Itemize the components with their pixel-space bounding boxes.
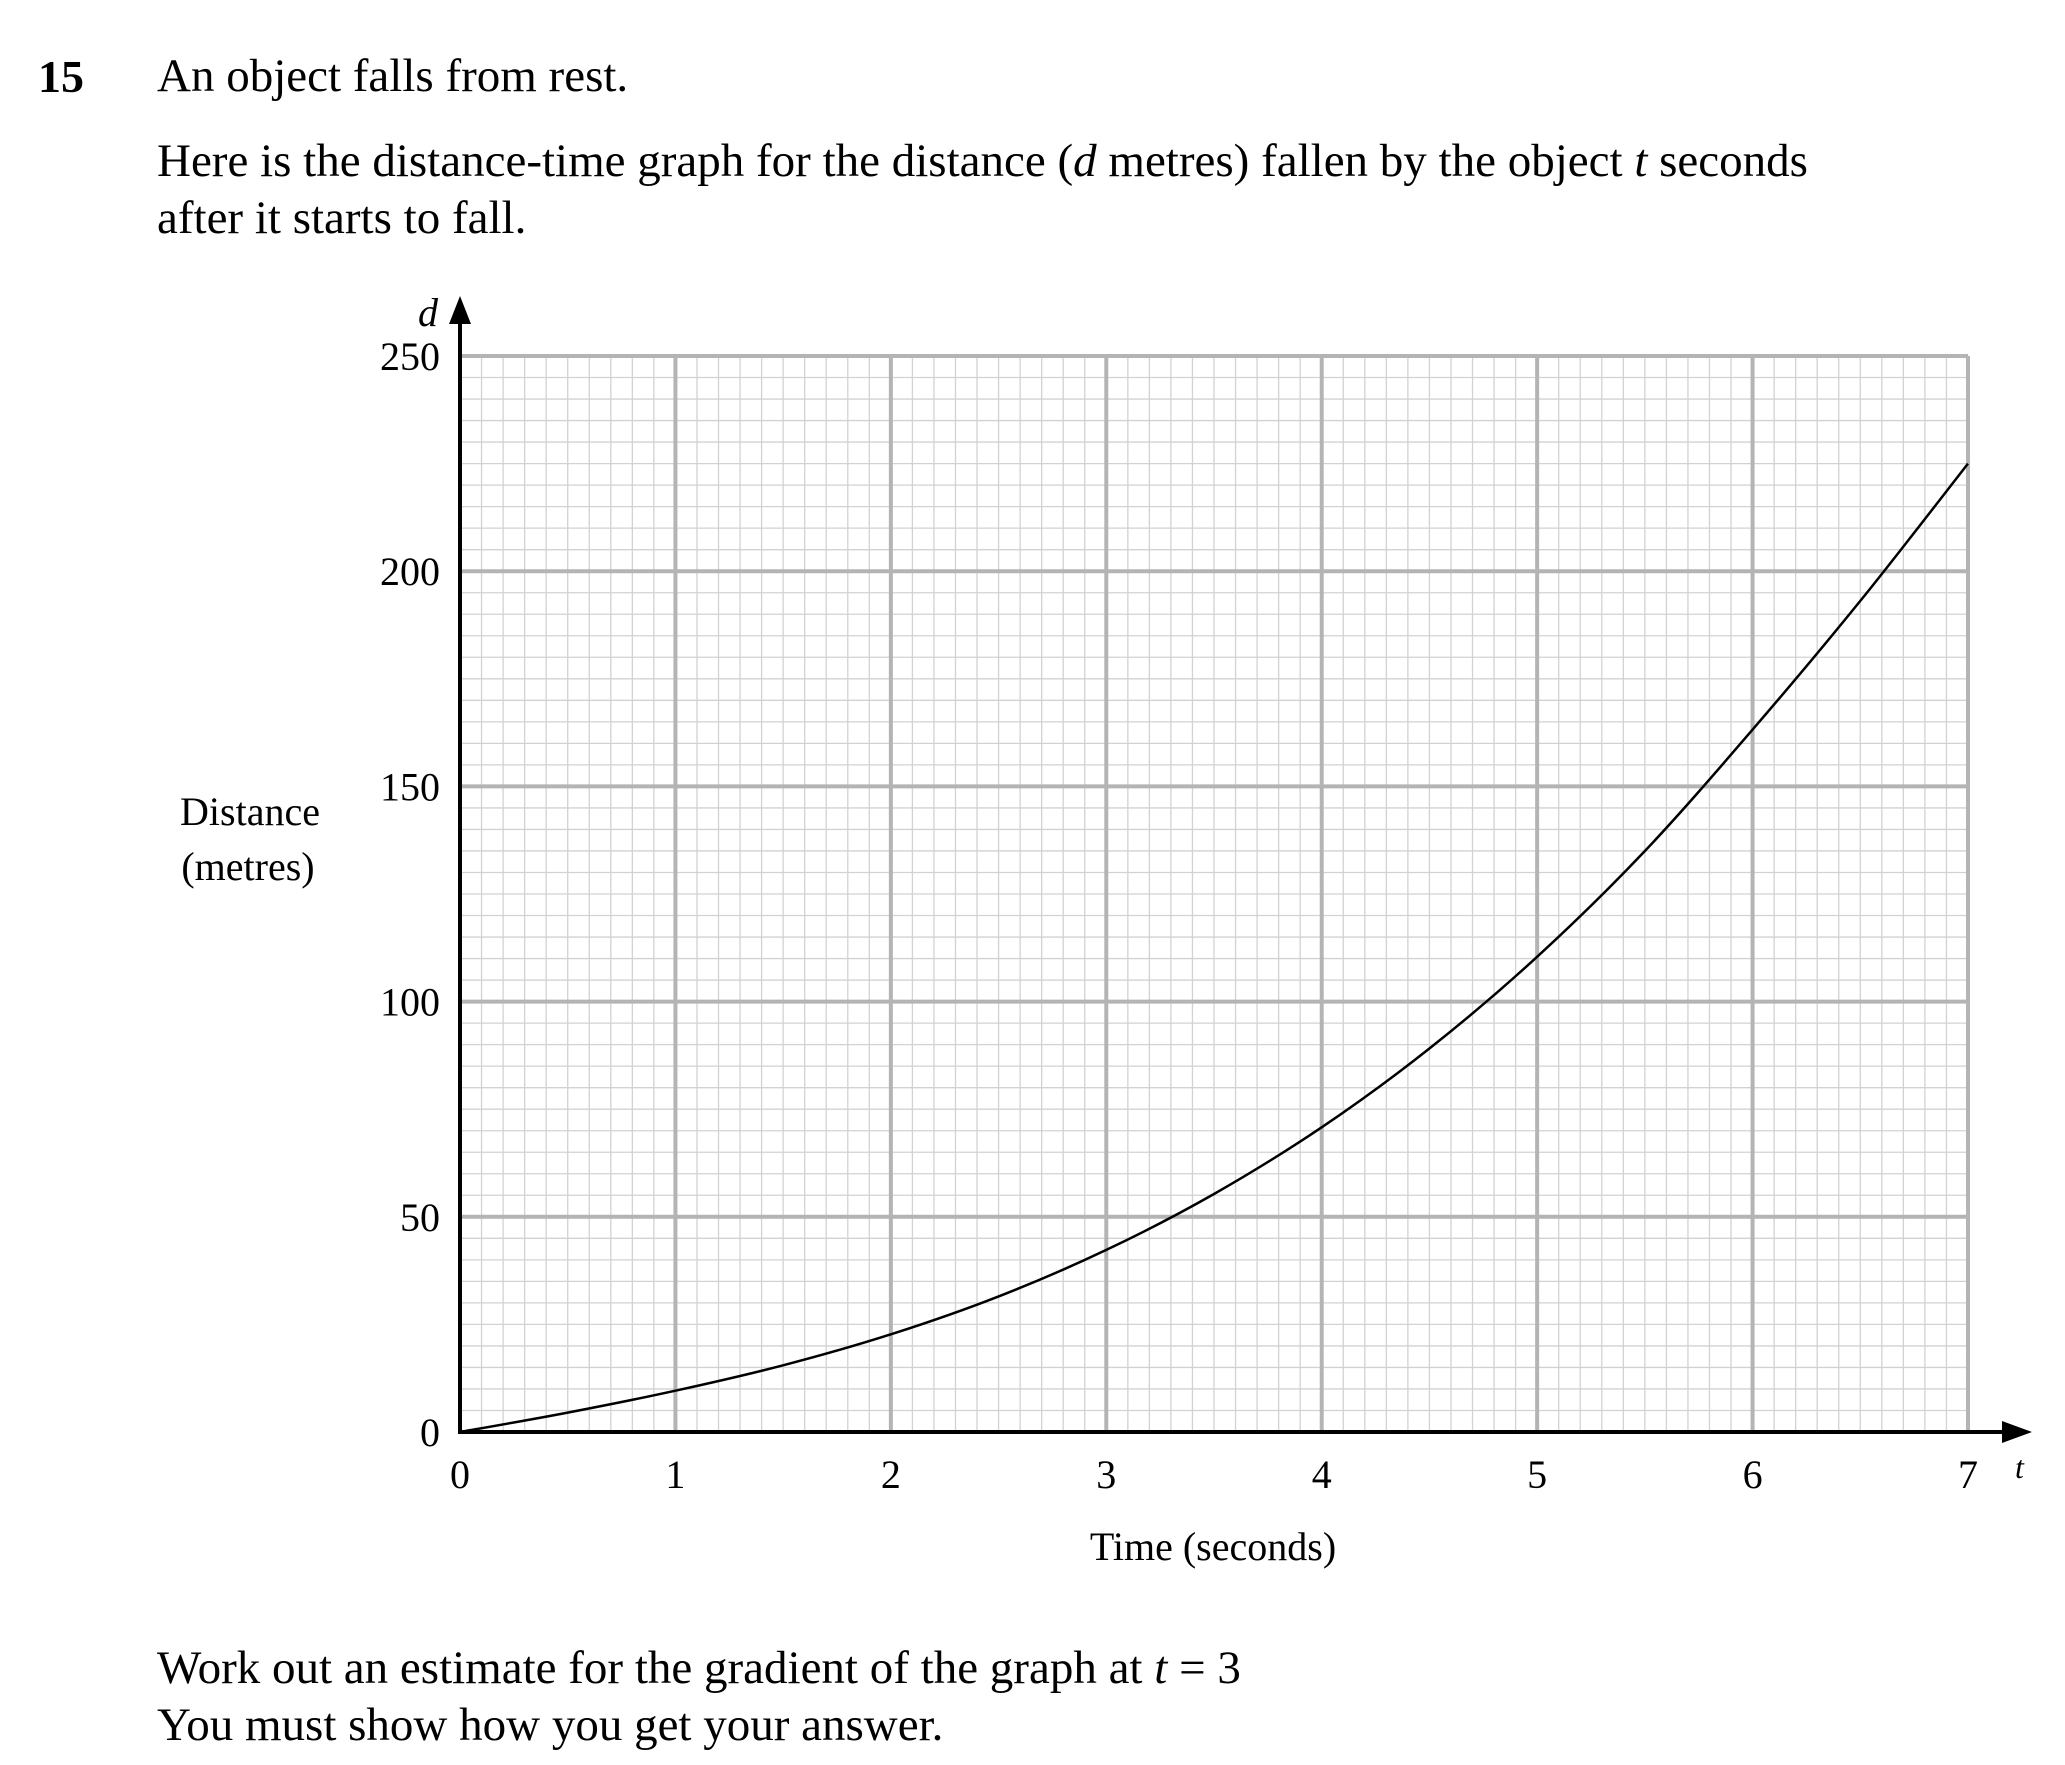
question-variable-d: d — [1073, 135, 1097, 187]
y-axis-label-line-2: (metres) — [181, 844, 315, 889]
question-line-2-part-a: Here is the distance-time graph for the distance ( — [157, 135, 1074, 187]
x-tick-labels — [450, 1452, 1978, 1497]
question-line-2-part-b: metres) fallen by the object — [1096, 135, 1635, 187]
y-axis-symbol: d — [418, 290, 438, 335]
task-variable-t: t — [1154, 1642, 1168, 1694]
task-line-1-part-b: = 3 — [1167, 1642, 1241, 1694]
task-line-1 — [157, 1640, 1241, 1697]
y-axis-label-line-1: Distance — [180, 789, 320, 834]
y-tick-label: 0 — [420, 1410, 440, 1455]
x-axis-label: Time (seconds) — [1089, 1524, 1337, 1569]
question-number: 15 — [38, 51, 84, 102]
x-tick-label: 5 — [1527, 1452, 1548, 1497]
y-tick-labels — [380, 334, 440, 1455]
question-line-1: An object falls from rest. — [157, 50, 629, 102]
y-tick-label: 100 — [380, 979, 440, 1025]
x-tick-label: 4 — [1311, 1452, 1332, 1497]
axes — [418, 290, 2032, 1485]
x-axis-symbol: t — [2015, 1449, 2024, 1485]
x-axis-arrowhead — [2002, 1421, 2032, 1443]
y-tick-label: 50 — [400, 1194, 440, 1240]
x-tick-label: 3 — [1096, 1452, 1117, 1497]
minor-grid — [460, 356, 1968, 1432]
task-line-1-part-a: Work out an estimate for the gradient of the graph at — [157, 1642, 1155, 1694]
x-tick-label: 6 — [1742, 1452, 1763, 1497]
task-line-2: You must show how you get your answer. — [157, 1699, 944, 1751]
question-line-2-part-c: seconds — [1647, 135, 1808, 187]
y-tick-label: 150 — [380, 764, 440, 810]
y-axis-arrowhead — [449, 296, 471, 324]
question-line-3: after it starts to fall. — [157, 192, 527, 244]
question-variable-t: t — [1634, 135, 1648, 187]
x-tick-label: 0 — [450, 1452, 470, 1497]
x-tick-label: 7 — [1958, 1452, 1978, 1497]
y-tick-label: 200 — [380, 549, 440, 595]
y-tick-label: 250 — [380, 334, 440, 379]
x-tick-label: 2 — [880, 1452, 901, 1497]
x-tick-label: 1 — [665, 1452, 686, 1497]
